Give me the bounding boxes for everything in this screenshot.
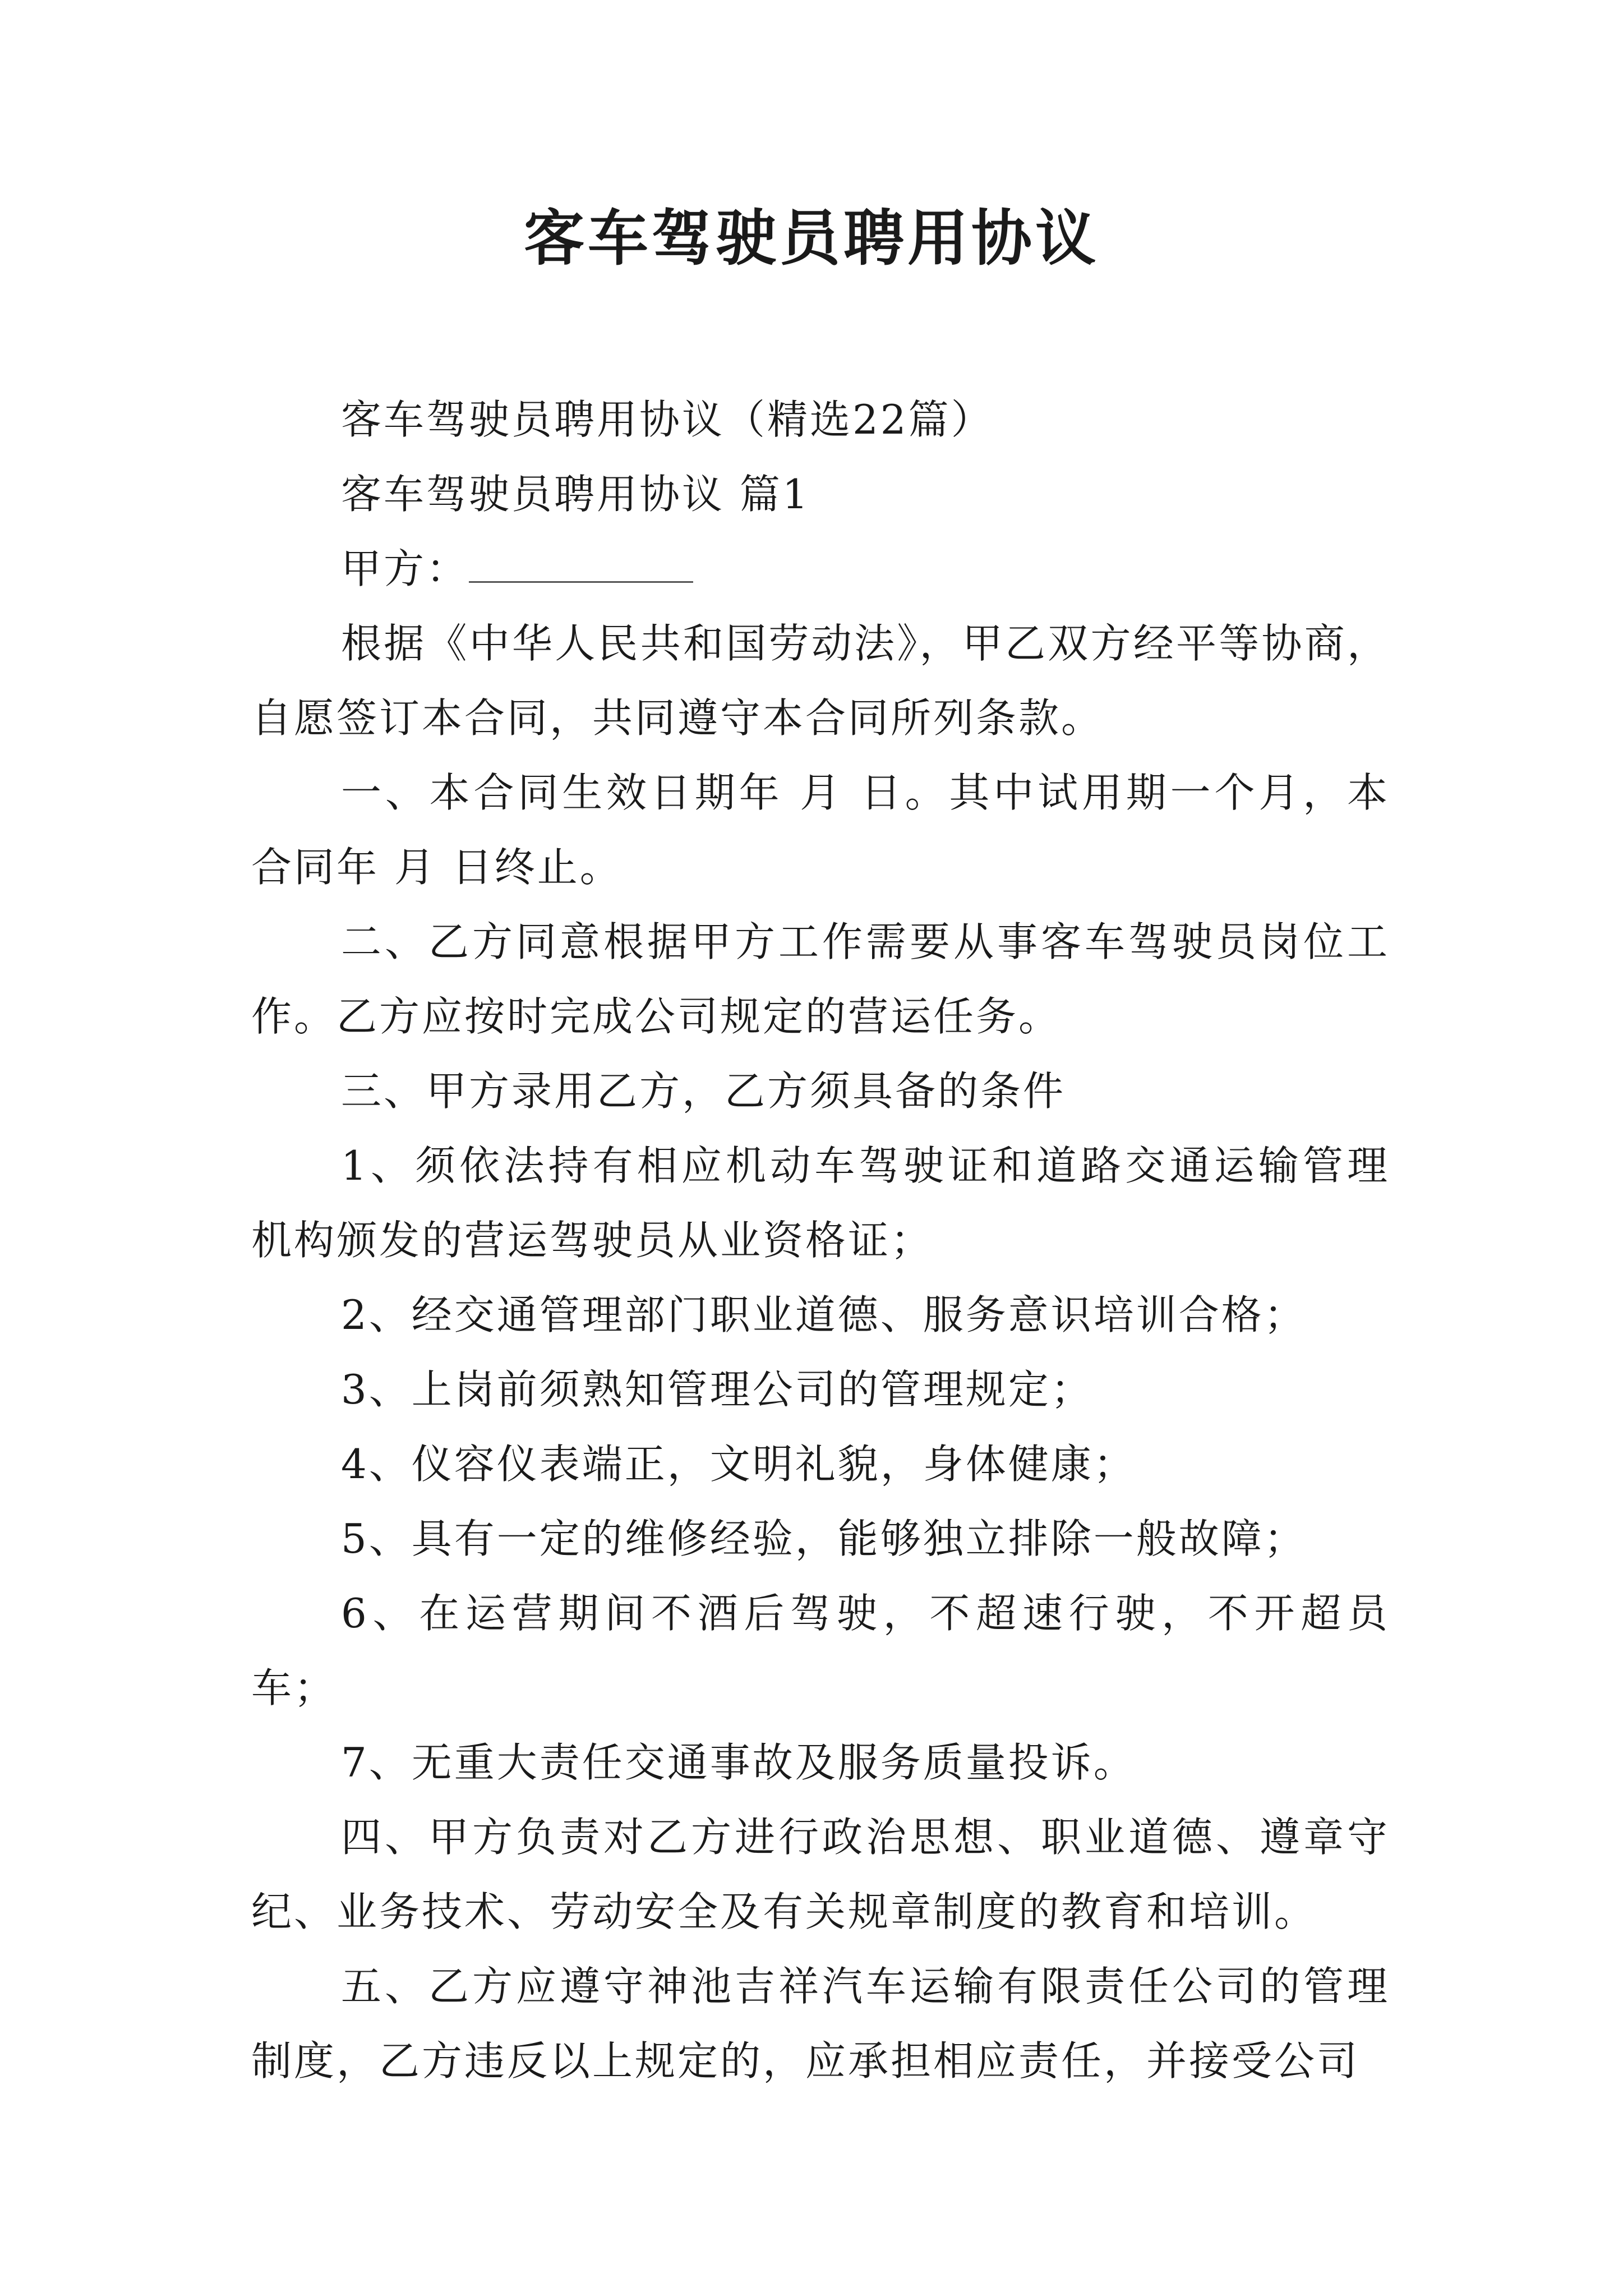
section-heading: 客车驾驶员聘用协议 篇1 — [341, 471, 810, 518]
list-item: 4、仪容仪表端正，文明礼貌，身体健康； — [341, 1441, 1136, 1488]
list-item: 5、具有一定的维修经验，能够独立排除一般故障； — [341, 1515, 1307, 1562]
document-title: 客车驾驶员聘用协议 — [523, 203, 1099, 274]
list-item: 6、在运营期间不酒后驾驶，不超速行驶，不开超员车； — [251, 1590, 1390, 1711]
paragraph: 四、甲方负责对乙方进行政治思想、职业道德、遵章守纪、业务技术、劳动安全及有关规章制度的教育和培训。 — [251, 1814, 1390, 1935]
subtitle-paragraph: 客车驾驶员聘用协议（精选22篇） — [341, 396, 994, 443]
list-item: 1、须依法持有相应机动车驾驶证和道路交通运输管理机构颁发的营运驾驶员从业资格证； — [251, 1142, 1390, 1264]
paragraph: 五、乙方应遵守神池吉祥汽车运输有限责任公司的管理制度，乙方违反以上规定的，应承担相应责任，并接受公司 — [251, 1963, 1390, 2085]
paragraph: 三、甲方录用乙方，乙方须具备的条件 — [341, 1068, 1066, 1115]
paragraph: 一、本合同生效日期年 月 日。其中试用期一个月，本合同年 月 日终止。 — [251, 769, 1390, 891]
list-item: 3、上岗前须熟知管理公司的管理规定； — [341, 1366, 1094, 1413]
party-a-blank-line — [469, 532, 693, 583]
paragraph: 根据《中华人民共和国劳动法》，甲乙双方经平等协商，自愿签订本合同，共同遵守本合同所列条款。 — [251, 620, 1390, 742]
paragraph: 二、乙方同意根据甲方工作需要从事客车驾驶员岗位工作。乙方应按时完成公司规定的营运任务。 — [251, 918, 1390, 1040]
document-body — [251, 383, 1390, 2099]
list-item: 2、经交通管理部门职业道德、服务意识培训合格； — [341, 1291, 1307, 1338]
list-item: 7、无重大责任交通事故及服务质量投诉。 — [341, 1739, 1136, 1786]
party-a-line — [251, 532, 1390, 606]
party-a-label: 甲方： — [341, 545, 469, 592]
